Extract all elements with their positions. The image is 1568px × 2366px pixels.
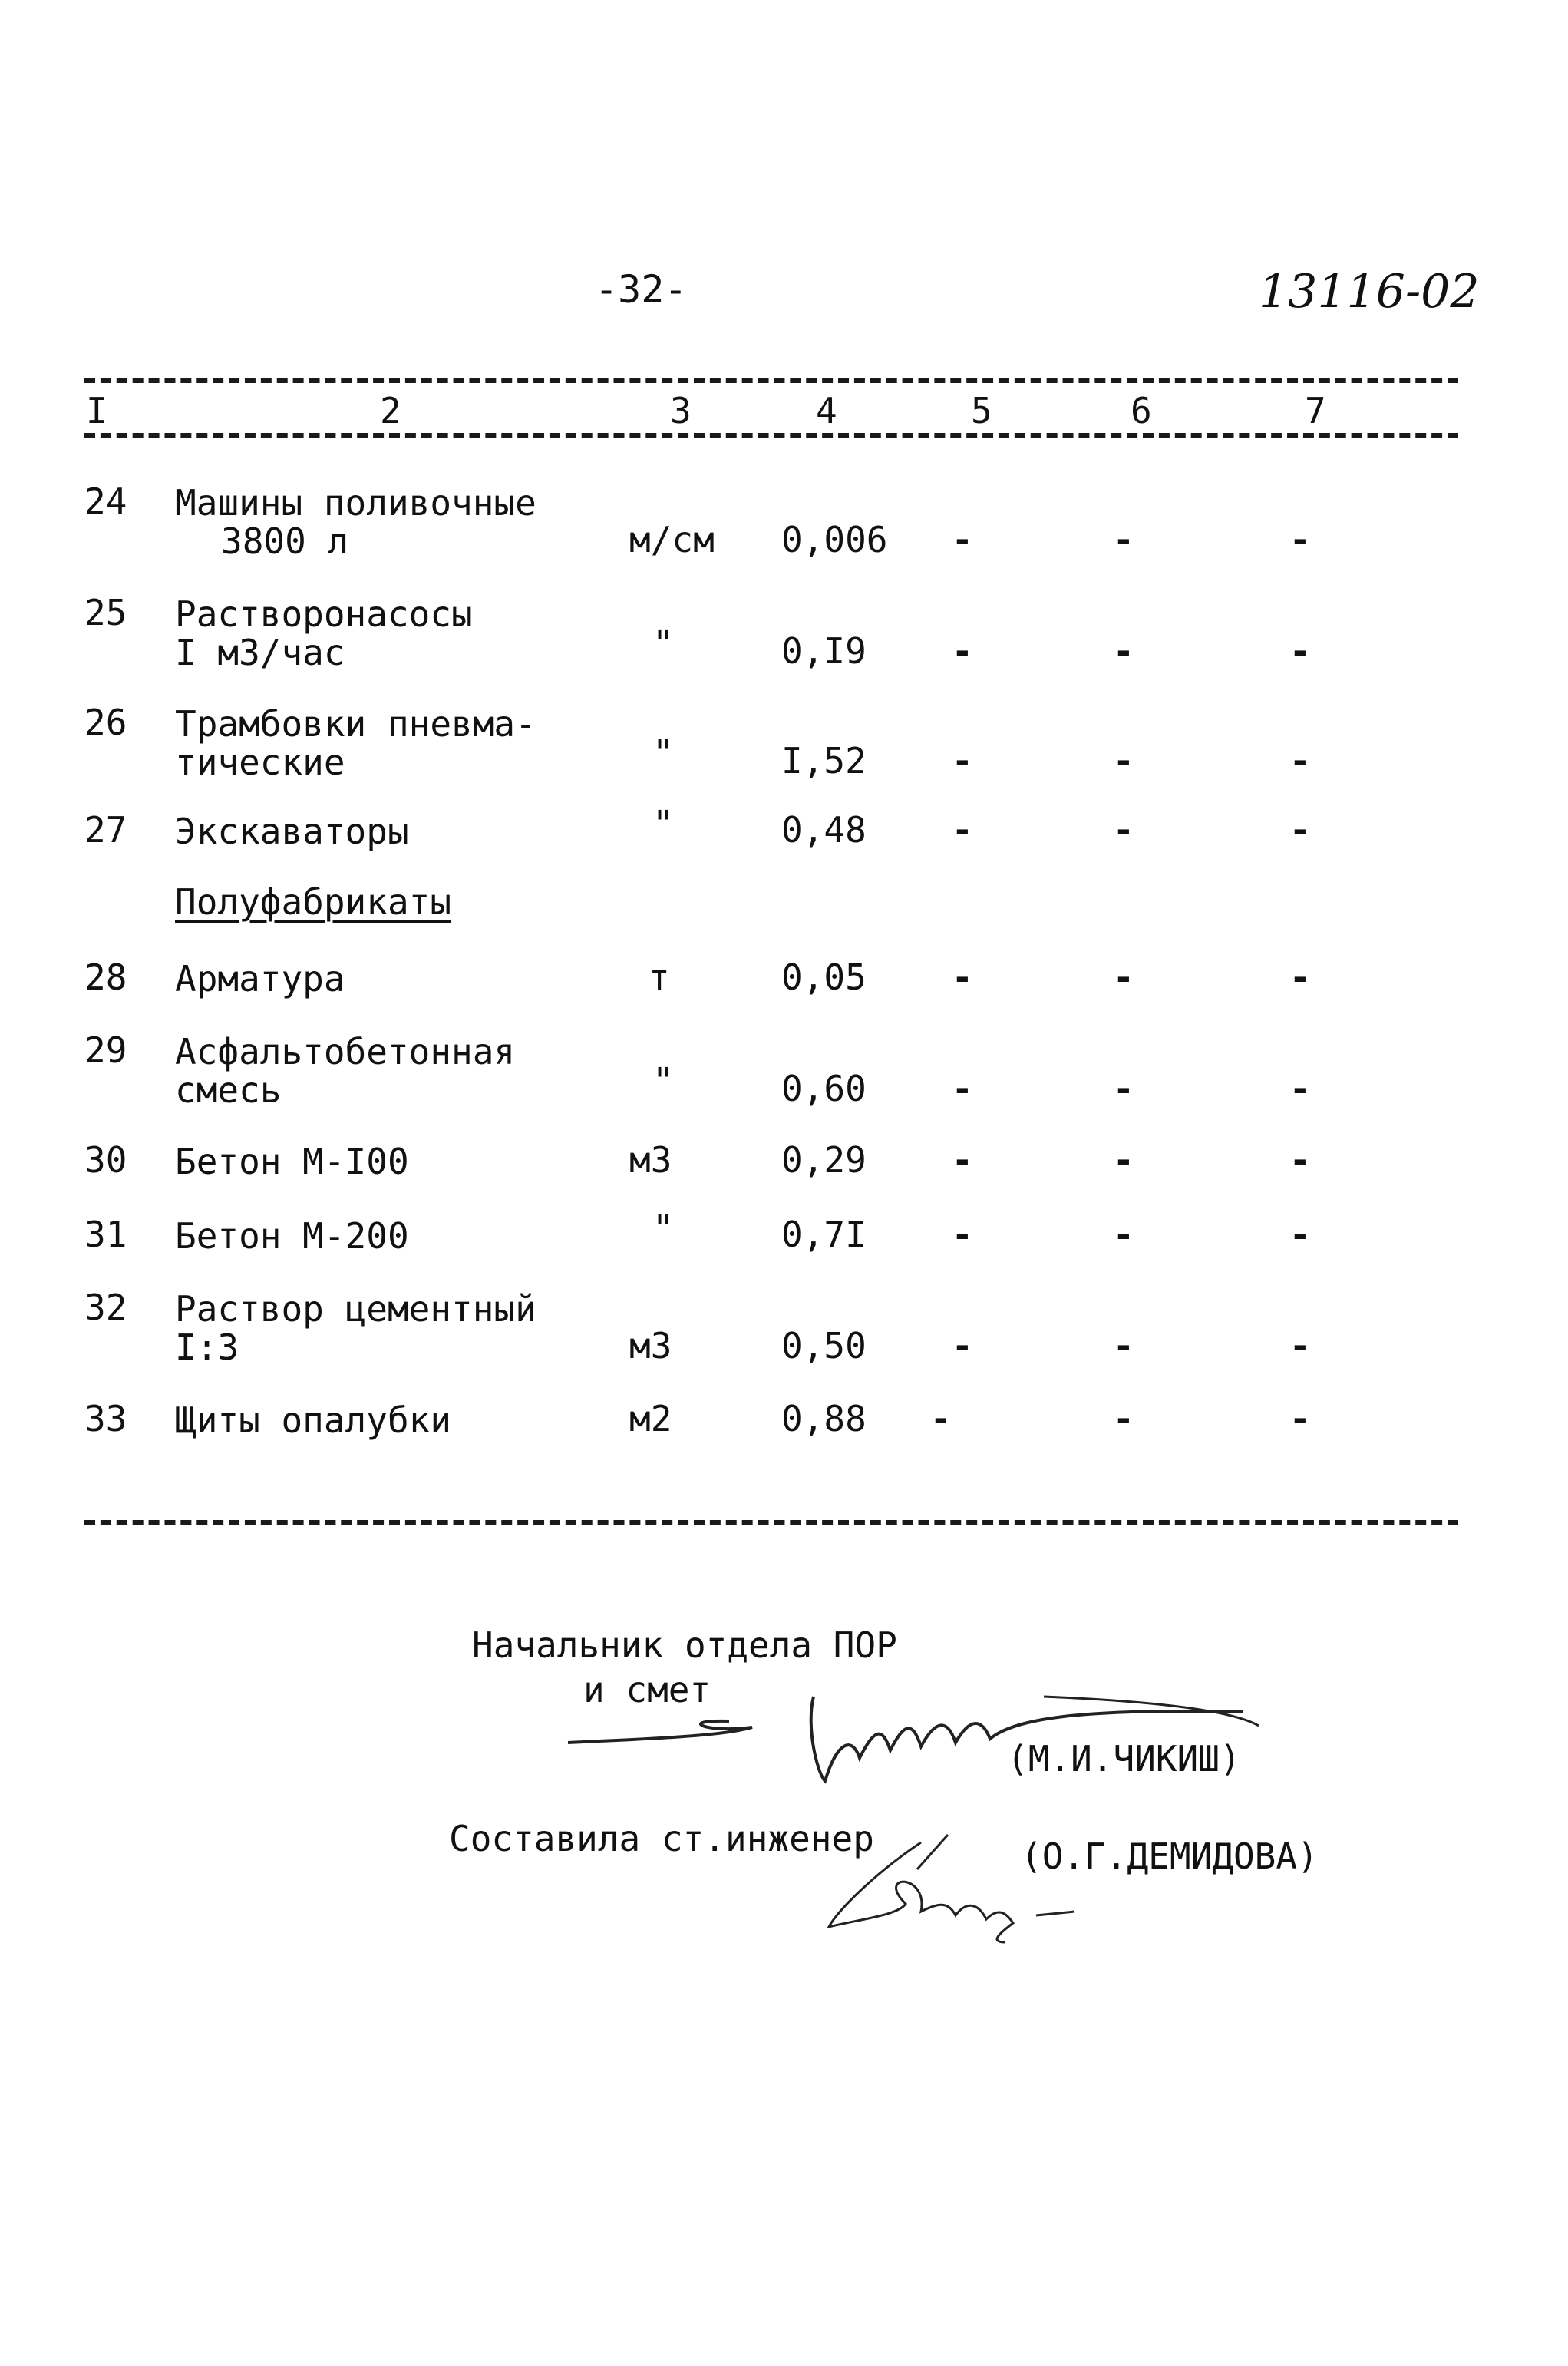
row-col6: - xyxy=(1113,1214,1134,1255)
row-unit: м/см xyxy=(629,519,715,560)
row-quantity: 0,I9 xyxy=(781,630,867,672)
row-col5: - xyxy=(952,740,973,782)
row-col5: - xyxy=(952,1214,973,1255)
row-col7: - xyxy=(1289,1398,1311,1439)
row-unit: " xyxy=(652,1208,674,1249)
row-col7: - xyxy=(1289,740,1311,782)
row-unit: " xyxy=(652,803,674,844)
header-dashed-rule xyxy=(84,433,1458,438)
row-unit: м3 xyxy=(629,1139,672,1181)
row-col5: - xyxy=(952,809,973,851)
compiler-name: (О.Г.ДЕМИДОВА) xyxy=(1021,1836,1319,1877)
row-quantity: 0,006 xyxy=(781,519,888,560)
row-col7: - xyxy=(1289,1325,1311,1366)
row-name: Щиты опалубки xyxy=(175,1399,452,1441)
row-col6: - xyxy=(1113,957,1134,998)
row-number: 27 xyxy=(84,809,127,851)
row-col7: - xyxy=(1289,1214,1311,1255)
col-header-1: I xyxy=(86,390,107,431)
head-name: (М.И.ЧИКИШ) xyxy=(1007,1738,1241,1779)
row-name: Раствор цементный I:3 xyxy=(175,1288,536,1368)
row-number: 33 xyxy=(84,1398,127,1439)
col-header-6: 6 xyxy=(1131,390,1152,431)
row-number: 28 xyxy=(84,957,127,998)
row-col5: - xyxy=(952,519,973,560)
row-col6: - xyxy=(1113,1325,1134,1366)
row-col5: - xyxy=(952,1139,973,1181)
row-unit: " xyxy=(652,623,674,664)
col-header-7: 7 xyxy=(1305,390,1326,431)
row-quantity: 0,7I xyxy=(781,1214,867,1255)
row-col7: - xyxy=(1289,519,1311,560)
row-number: 31 xyxy=(84,1214,127,1255)
row-quantity: 0,29 xyxy=(781,1139,867,1181)
row-col5: - xyxy=(952,630,973,672)
row-unit: м2 xyxy=(629,1398,672,1439)
row-unit: м3 xyxy=(629,1325,672,1366)
row-unit: " xyxy=(652,732,674,774)
row-col7: - xyxy=(1289,809,1311,851)
row-col6: - xyxy=(1113,740,1134,782)
row-name: Арматура xyxy=(175,958,345,1000)
row-col7: - xyxy=(1289,630,1311,672)
row-unit: " xyxy=(652,1060,674,1102)
row-number: 26 xyxy=(84,702,127,743)
row-quantity: 0,50 xyxy=(781,1325,867,1366)
row-name: Машины поливочные 3800 л xyxy=(175,482,536,562)
row-number: 25 xyxy=(84,592,127,633)
row-col6: - xyxy=(1113,809,1134,851)
row-col7: - xyxy=(1289,957,1311,998)
col-header-5: 5 xyxy=(971,390,992,431)
row-quantity: 0,88 xyxy=(781,1398,867,1439)
head-title-line2: и смет xyxy=(583,1669,711,1710)
row-quantity: I,52 xyxy=(781,740,867,782)
row-name: Растворонасосы I м3/час xyxy=(175,593,473,673)
row-col6: - xyxy=(1113,1398,1134,1439)
row-number: 29 xyxy=(84,1029,127,1071)
row-quantity: 0,48 xyxy=(781,809,867,851)
row-quantity: 0,60 xyxy=(781,1068,867,1109)
page-number: -32- xyxy=(595,267,688,312)
row-col5: - xyxy=(930,1398,952,1439)
row-col6: - xyxy=(1113,1139,1134,1181)
row-number: 32 xyxy=(84,1287,127,1328)
row-col6: - xyxy=(1113,519,1134,560)
col-header-2: 2 xyxy=(380,390,401,431)
col-header-3: 3 xyxy=(670,390,692,431)
row-col6: - xyxy=(1113,630,1134,672)
row-unit: т xyxy=(649,957,670,998)
row-col5: - xyxy=(952,957,973,998)
row-col5: - xyxy=(952,1068,973,1109)
row-number: 24 xyxy=(84,481,127,522)
row-col7: - xyxy=(1289,1139,1311,1181)
row-number: 30 xyxy=(84,1139,127,1181)
document-code: 13116-02 xyxy=(1259,265,1480,319)
row-name: Асфальтобетонная смесь xyxy=(175,1031,516,1111)
row-name: Бетон М-200 xyxy=(175,1215,409,1257)
head-title-line1: Начальник отдела ПОР xyxy=(472,1624,897,1666)
row-col7: - xyxy=(1289,1068,1311,1109)
bottom-dashed-rule xyxy=(84,1520,1458,1525)
col-header-4: 4 xyxy=(816,390,837,431)
row-name: Экскаваторы xyxy=(175,811,409,852)
compiler-title: Составила ст.инженер xyxy=(449,1818,874,1859)
top-dashed-rule xyxy=(84,378,1458,383)
row-name: Трамбовки пневма- тические xyxy=(175,703,536,783)
row-name: Бетон М-I00 xyxy=(175,1141,409,1182)
row-col6: - xyxy=(1113,1068,1134,1109)
row-col5: - xyxy=(952,1325,973,1366)
section-title: Полуфабрикаты xyxy=(175,881,452,923)
row-quantity: 0,05 xyxy=(781,957,867,998)
